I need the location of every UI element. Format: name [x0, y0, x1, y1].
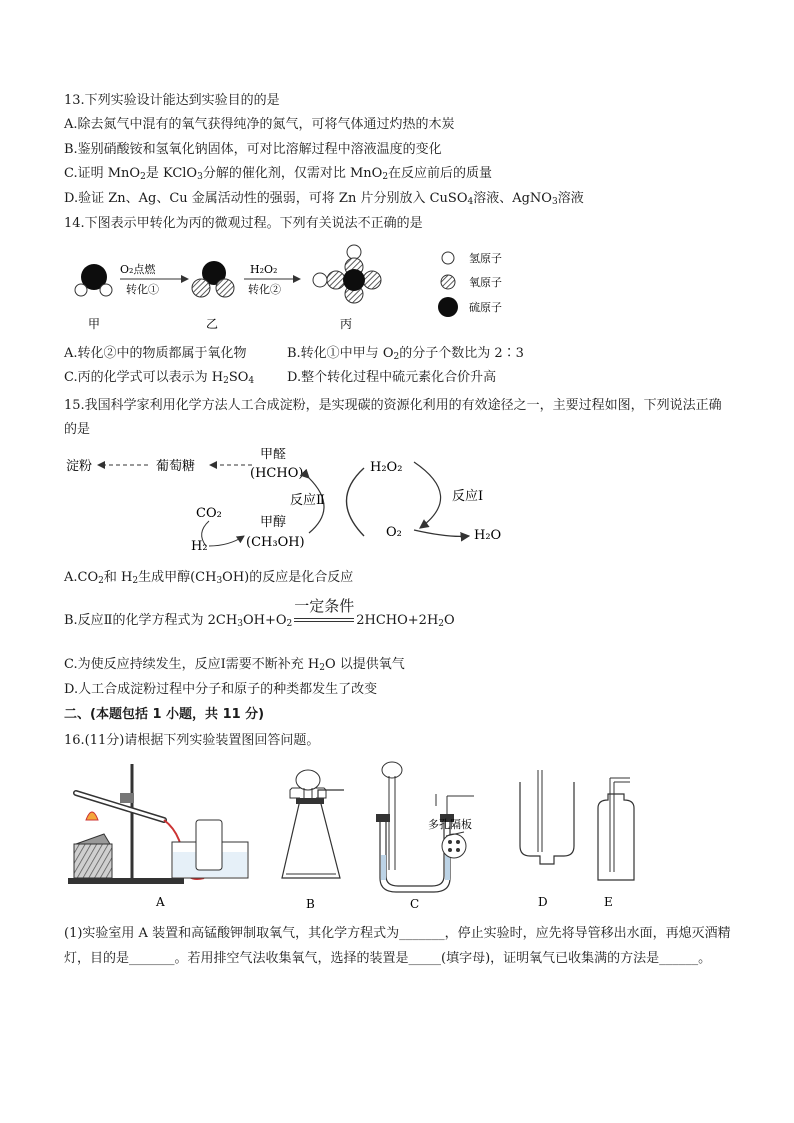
- label-b: B: [306, 897, 315, 911]
- methanol-label: 甲醇: [260, 515, 287, 530]
- arrow-to-h2o: [414, 530, 469, 536]
- q14-stem: 14.下图表示甲转化为丙的微观过程。下列有关说法不正确的是: [64, 216, 423, 231]
- q15-option-c: C.为使反应持续发生，反应Ⅰ需要不断补充 $H_2O$ 以提供氧气: [64, 657, 405, 673]
- apparatus-d: [520, 770, 574, 864]
- q15-process-figure: [64, 448, 534, 563]
- label-a: A: [156, 895, 165, 909]
- apparatus-a: [68, 764, 248, 884]
- molecule-bing: [313, 245, 381, 303]
- svg-text:氢原子: 氢原子: [469, 252, 502, 265]
- q13-option-a: A.除去氮气中混有的氧气获得纯净的氮气，可将气体通过灼热的木炭: [64, 117, 455, 132]
- reaction-condition-sign: [292, 597, 356, 630]
- formaldehyde-formula: (HCHO): [250, 466, 304, 481]
- q14-option-c: C.丙的化学式可以表示为 $H_2SO_4$: [64, 370, 255, 386]
- q16-stem: 16.(11分)请根据下列实验装置图回答问题。: [64, 733, 320, 748]
- legend: [438, 251, 502, 317]
- q13-stem: 13.下列实验设计能达到实验目的的是: [64, 93, 280, 108]
- arrow2-top-label: H₂O₂: [250, 263, 278, 276]
- porous-plate-label: 多孔隔板: [428, 818, 472, 831]
- q16-part1: (1)实验室用 A 装置和高锰酸钾制取氧气，其化学方程式为_______，停止实验时，应先将导管移出水面，再熄灭酒精灯，目的是_______。若用排空气法收集氧气，选择的装置是_____(填字母)，证明氧气已收集满的方法是______。: [64, 926, 731, 966]
- arrow1-bottom-label: 转化①: [126, 283, 159, 296]
- starch-label: 淀粉: [66, 459, 93, 474]
- molecule-jia: [75, 264, 112, 296]
- section2-heading: 二、(本题包括 1 小题，共 11 分): [64, 707, 265, 722]
- q13-option-b: B.鉴别硝酸铵和氢氧化钠固体，可对比溶解过程中溶液温度的变化: [64, 142, 442, 157]
- arrow2-bottom-label: 转化②: [248, 283, 281, 296]
- arc-h2o2-o2: [414, 462, 441, 528]
- q13-option-d: D.验证 Zn、Ag、Cu 金属活动性的强弱，可将 Zn 片分别放入 CuSO$_4$溶液、AgNO$_3$溶液: [64, 191, 584, 207]
- q14-option-d: D.整个转化过程中硫元素化合价升高: [287, 370, 497, 385]
- q13-option-c: C.证明 MnO$_2$是 KClO$_3$分解的催化剂，仅需对比 MnO$_2$在反应前后的质量: [64, 166, 493, 182]
- arrow-to-methanol: [209, 536, 244, 546]
- h2o2-label: H₂O₂: [370, 460, 403, 475]
- q15-stem: 15.我国科学家利用化学方法人工合成淀粉，是实现碳的资源化利用的有效途径之一，主要过程如图，下列说法正确的是: [64, 398, 722, 437]
- co2-label: CO₂: [196, 506, 222, 521]
- q14-option-a: A.转化②中的物质都属于氧化物: [64, 346, 247, 361]
- reaction-condition: 一定条件: [294, 597, 355, 615]
- q15-option-d: D.人工合成淀粉过程中分子和原子的种类都发生了改变: [64, 682, 378, 697]
- svg-text:硫原子: 硫原子: [469, 301, 502, 314]
- formaldehyde-label: 甲醛: [260, 448, 287, 462]
- o2-label: O₂: [386, 525, 402, 540]
- reaction1-label: 反应Ⅰ: [452, 489, 484, 504]
- reaction2-label: 反应Ⅱ: [290, 493, 325, 508]
- apparatus-c: [376, 762, 474, 892]
- label-c: C: [410, 897, 420, 911]
- h2o-label: H₂O: [474, 528, 502, 543]
- q15-option-b: B.反应Ⅱ的化学方程式为 $2CH_3OH+O_2$ 一定条件 $2HCHO+2H_2O$: [64, 597, 455, 629]
- svg-text:氧原子: 氧原子: [469, 276, 502, 289]
- label-yi: 乙: [206, 317, 219, 331]
- label-d: D: [538, 895, 548, 909]
- q14-molecule-figure: [64, 240, 564, 335]
- label-e: E: [604, 895, 613, 909]
- label-bing: 丙: [340, 317, 353, 331]
- methanol-formula: (CH₃OH): [246, 535, 305, 550]
- q15-option-a: $A.CO_2$和 $H_2$生成甲醇$(CH_3OH)$的反应是化合反应: [64, 570, 354, 586]
- apparatus-b: [282, 770, 344, 878]
- molecule-yi: [192, 261, 234, 297]
- q16-apparatus-figure: [64, 760, 644, 915]
- label-jia: 甲: [88, 317, 101, 331]
- glucose-label: 葡萄糖: [156, 459, 196, 474]
- arrow1-top-label: O₂点燃: [120, 263, 156, 276]
- q14-option-b: B.转化①中甲与 $O_2$的分子个数比为 2∶3: [287, 346, 524, 362]
- arc-cycle-left: [347, 468, 365, 536]
- h2-label: H₂: [191, 539, 208, 554]
- apparatus-e: [598, 778, 634, 880]
